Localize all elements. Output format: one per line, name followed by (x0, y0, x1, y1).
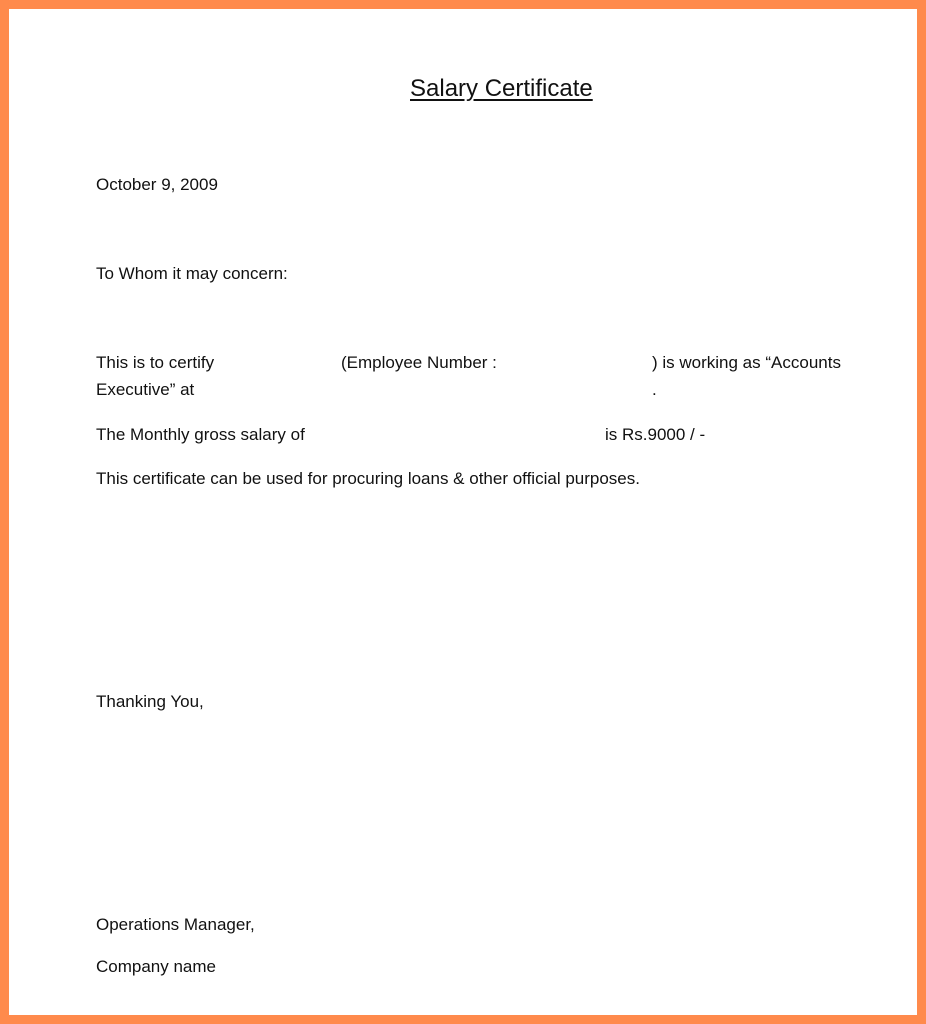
company-name: Company name (96, 957, 217, 976)
position-text: Executive” at (96, 380, 195, 399)
closing-line: Thanking You, (96, 692, 204, 711)
sentence-period: . (652, 380, 657, 399)
employee-number-label: (Employee Number : (341, 353, 497, 372)
working-as-text: ) is working as “Accounts (652, 353, 841, 372)
salary-amount: is Rs.9000 / - (605, 425, 706, 444)
document-title: Salary Certificate (410, 75, 593, 102)
salary-label: The Monthly gross salary of (96, 425, 305, 444)
salutation: To Whom it may concern: (96, 264, 288, 283)
purpose-statement: This certificate can be used for procuring loans & other official purposes. (96, 469, 640, 488)
date-line: October 9, 2009 (96, 175, 218, 194)
signatory-designation: Operations Manager, (96, 915, 255, 934)
certify-text: This is to certify (96, 353, 215, 372)
